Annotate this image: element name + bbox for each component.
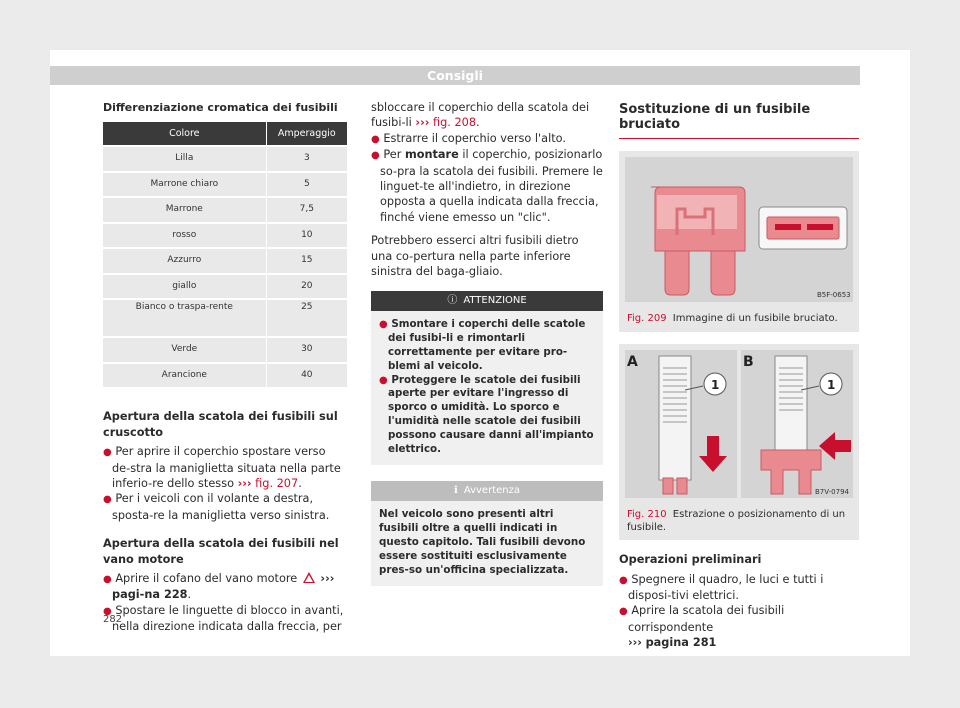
callout-1: 1 <box>711 377 720 392</box>
table-cell: Azzurro <box>103 248 266 274</box>
table-cell: 25 <box>266 299 347 337</box>
table-cell: Verde <box>103 337 266 363</box>
fig-207-link[interactable]: fig. 207 <box>255 477 299 491</box>
warning-header: ⓘ ATTENZIONE <box>371 291 603 311</box>
figure-209 <box>619 151 859 332</box>
list-item: ● Proteggere le scatole dei fusibili aperte per evitare l'ingresso di sporco o umidità. Lo sporco e l'umidità nelle scatole dei fusibili possono causare danni all'impianto elettrico. <box>379 373 594 455</box>
ref-arrow-icon: ››› <box>415 116 430 130</box>
note-header: ℹ Avvertenza <box>371 481 603 501</box>
table-title: Differenziazione cromatica dei fusibili <box>103 101 338 114</box>
subheading-dashboard: Apertura della scatola dei fusibili sul cruscotto <box>103 410 338 439</box>
continued-text: sbloccare il coperchio della scatola dei fusibi-li ››› fig. 208. <box>371 101 590 130</box>
ref-arrow-icon: ››› <box>237 477 252 491</box>
subheading-preliminary: Operazioni preliminari <box>619 553 762 567</box>
column-left <box>103 100 347 635</box>
table-cell: 7,5 <box>266 197 347 223</box>
fuse-color-table <box>103 122 347 387</box>
bullet-icon: ● <box>379 319 388 331</box>
figure-code: B7V-0794 <box>815 487 849 496</box>
warning-circle-icon: ⓘ <box>447 295 458 307</box>
column-right <box>619 100 859 651</box>
list-item: ● Spegnere il quadro, le luci e tutti i disposi-tivi elettrici. <box>619 572 824 602</box>
label-b: B <box>743 353 754 370</box>
bullet-icon: ● <box>103 574 112 586</box>
note-box <box>371 481 603 586</box>
note-body: Nel veicolo sono presenti altri fusibili oltre a quelli indicati in questo capitolo. Tali fusibili devono essere sostituiti esclusivamente pres-so un'officina specializzata. <box>379 508 586 576</box>
table-cell: Marrone chiaro <box>103 172 266 198</box>
figure-caption: Fig. 209 Immagine di un fusibile bruciato. <box>627 313 838 325</box>
table-cell: 30 <box>266 337 347 363</box>
bullet-icon: ● <box>371 150 380 162</box>
ref-arrow-icon: ››› <box>628 636 642 650</box>
figure-code: B5F-0653 <box>817 290 851 299</box>
figure-caption: Fig. 210 Estrazione o posizionamento di un fusibile. <box>627 509 846 533</box>
bullet-icon: ● <box>103 605 112 617</box>
section-header: Consigli <box>50 66 860 85</box>
table-cell: giallo <box>103 274 266 300</box>
list-item: ● Spostare le linguette di blocco in avanti, nella direzione indicata dalla freccia, per <box>103 603 344 634</box>
table-cell: 3 <box>266 146 347 172</box>
page-number: 282 <box>103 614 123 625</box>
list-item: ● Aprire la scatola dei fusibili corrispondente ››› pagina 281 <box>619 604 785 650</box>
warning-box <box>371 291 603 465</box>
list-item: ● Estrarre il coperchio verso l'alto. <box>371 131 566 145</box>
table-cell: 10 <box>266 223 347 249</box>
table-header-colore: Colore <box>103 122 266 146</box>
label-a: A <box>627 353 638 370</box>
figure-210 <box>619 344 859 540</box>
bullet-icon: ● <box>619 574 628 586</box>
page-228-link[interactable]: pagi-na 228 <box>112 588 188 602</box>
list-item: ● Smontare i coperchi delle scatole dei fusibi-li e rimontarli correttamente per evitare pro-blemi al veicolo. <box>379 318 586 372</box>
warning-body <box>371 311 603 465</box>
table-cell: 40 <box>266 363 347 388</box>
warning-icon <box>303 572 315 583</box>
callout-1-b: 1 <box>827 377 836 392</box>
table-cell: 5 <box>266 172 347 198</box>
table-cell: Marrone <box>103 197 266 223</box>
fuse-removal-illustration <box>619 344 859 502</box>
bullet-icon: ● <box>371 133 380 145</box>
column-middle <box>371 100 603 586</box>
table-cell: Bianco o traspa-rente <box>103 299 266 337</box>
table-header-amperaggio: Amperaggio <box>266 122 347 146</box>
bullet-icon: ● <box>619 606 628 618</box>
table-cell: 15 <box>266 248 347 274</box>
list-item: ● Per aprire il coperchio spostare verso de-stra la maniglietta situata nella parte inferio-re dello stesso ››› fig. 207. <box>103 445 341 491</box>
bullet-icon: ● <box>103 494 112 506</box>
subheading-engine: Apertura della scatola dei fusibili nel vano motore <box>103 537 339 566</box>
blown-fuse-illustration <box>619 151 859 306</box>
page-281-link[interactable]: pagina 281 <box>645 636 717 650</box>
bullet-icon: ● <box>379 374 388 386</box>
list-item: ● Aprire il cofano del vano motore ››› pagi-na 228. <box>103 572 335 602</box>
table-cell: Lilla <box>103 146 266 172</box>
bullet-icon: ● <box>103 447 112 459</box>
table-cell: 20 <box>266 274 347 300</box>
fig-208-link[interactable]: fig. 208 <box>432 116 477 130</box>
info-icon: ℹ <box>454 485 458 497</box>
table-cell: rosso <box>103 223 266 249</box>
list-item: ● Per i veicoli con il volante a destra, sposta-re la maniglietta verso sinistra. <box>103 492 330 522</box>
list-item: ● Per montare il coperchio, posizionarlo so-pra la scatola dei fusibili. Premere le linguet-te all'indietro, in direzione opposta a quella indicata dalla freccia, finché viene emesso un "clic". <box>371 148 603 224</box>
section-title: Sostituzione di un fusibile bruciato <box>619 102 859 139</box>
ref-arrow-icon: ››› <box>320 572 335 586</box>
table-cell: Arancione <box>103 363 266 388</box>
paragraph: Potrebbero esserci altri fusibili dietro una co-pertura nella parte inferiore sinistra del baga-gliaio. <box>371 234 579 279</box>
